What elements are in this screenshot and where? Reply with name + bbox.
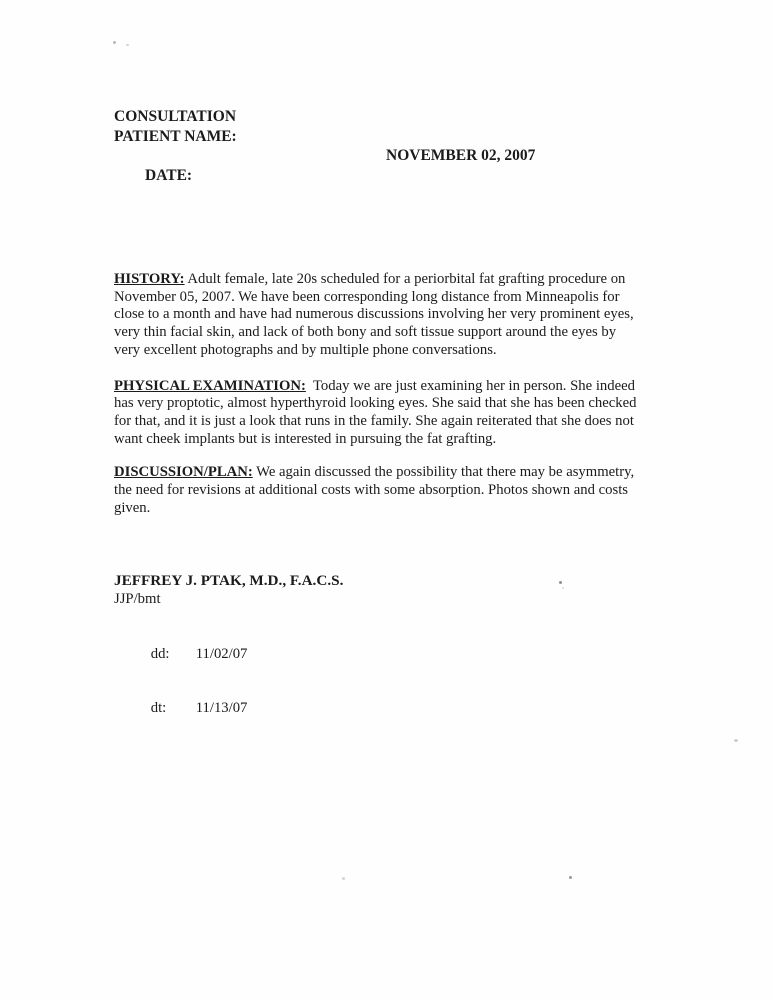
text-line [114, 464, 674, 482]
scan-speck [113, 41, 116, 44]
text-line: very excellent photographs and by multiple phone conversations. [114, 341, 497, 358]
text-line: November 05, 2007. We have been corresponding long distance from Minneapolis for [114, 288, 620, 305]
document-content [114, 107, 674, 735]
scan-speck [126, 44, 129, 46]
date-value: NOVEMBER 02, 2007 [386, 147, 536, 164]
dt-label: dt: [150, 700, 167, 717]
physician-name: JEFFREY J. PTAK, M.D., F.A.C.S. [114, 572, 344, 590]
section-discussion-plan [114, 464, 674, 517]
text-line [114, 378, 674, 396]
text-line: for that, and it is just a look that runs in the family. She again reiterated that she does not [114, 412, 634, 429]
dd-value: 11/02/07 [195, 646, 248, 663]
text-run: Adult female, late 20s scheduled for a periorbital fat grafting procedure on [184, 271, 626, 287]
section-heading-history: HISTORY: [114, 271, 185, 287]
text-line: close to a month and have had numerous discussions involving her very prominent eyes, [114, 306, 634, 323]
date-label: DATE: [145, 166, 193, 184]
dt-value: 11/13/07 [195, 700, 248, 717]
text-line [114, 271, 674, 289]
section-heading-discussion-plan: DISCUSSION/PLAN: [114, 464, 253, 481]
date-row [114, 146, 674, 224]
section-physical-examination [114, 378, 674, 449]
text-line: given. [114, 499, 151, 516]
text-line: has very proptotic, almost hyperthyroid looking eyes. She said that she has been checked [114, 395, 637, 412]
scan-speck [569, 876, 572, 879]
document-header [114, 107, 674, 224]
section-history [114, 271, 674, 360]
typist-initials: JJP/bmt [114, 591, 161, 608]
patient-name-label: PATIENT NAME: [114, 127, 237, 145]
text-line: very thin facial skin, and lack of both bony and soft tissue support around the eyes by [114, 324, 617, 341]
text-line: the need for revisions at additional costs with some absorption. Photos shown and costs [114, 482, 628, 499]
text-run: Today we are just examining her in person. She indeed [305, 377, 635, 394]
dictation-dates [114, 627, 674, 735]
signature-block [114, 571, 674, 735]
scan-speck [342, 877, 345, 880]
dt-row [114, 681, 674, 735]
section-heading-physical-examination: PHYSICAL EXAMINATION: [114, 377, 306, 394]
dd-label: dd: [150, 646, 170, 663]
text-line: want cheek implants but is interested in pursuing the fat grafting. [114, 430, 497, 447]
scan-speck [734, 739, 738, 742]
doc-title: CONSULTATION [114, 108, 237, 125]
dd-row [114, 627, 674, 681]
text-run: We again discussed the possibility that there may be asymmetry, [252, 464, 635, 481]
